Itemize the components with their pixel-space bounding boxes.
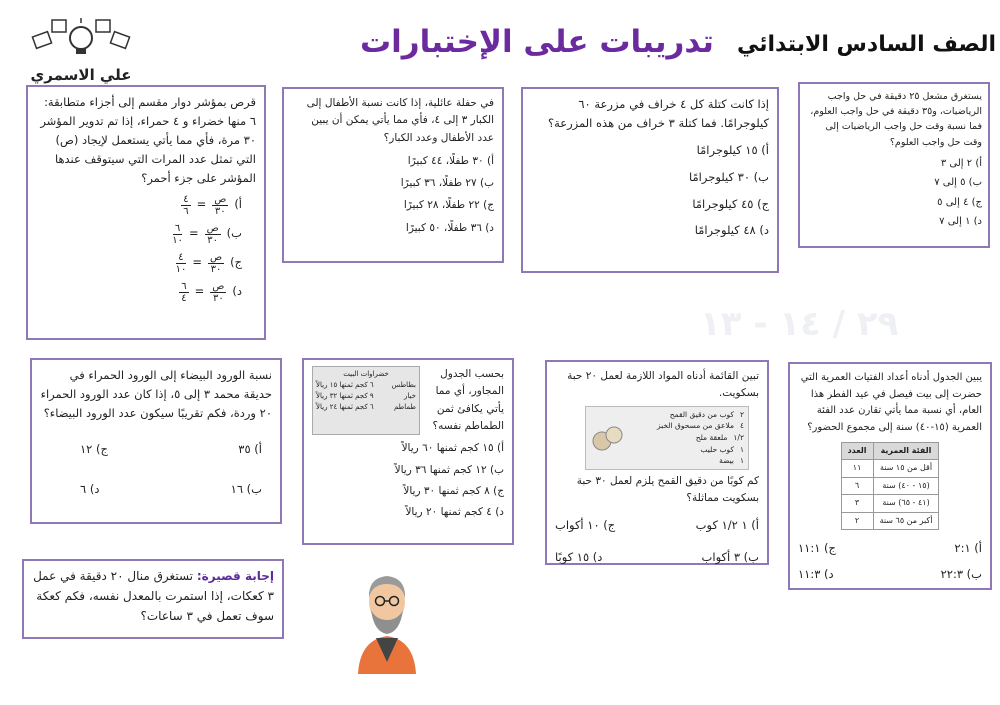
option-d[interactable]: د) ٤٨ كيلوجرامًا: [694, 223, 769, 238]
question-text: في حفلة عائلية، إذا كانت نسبة الأطفال إلى الكبار ٣ إلى ٤، فأي مما يأتي يمكن أن يبين عدد الأطفال وعدد الكبار؟: [306, 97, 494, 144]
sub-question-text: كم كوبًا من دقيق القمح يلزم لعمل ٣٠ حبة بسكويت مماثلة؟: [576, 474, 759, 505]
question-text: يستغرق مشعل ٢٥ دقيقة في حل واجب الرياضيات، و٣٥ دقيقة في حل واجب العلوم، فما نسبة وقت حل واجب الرياضيات إلى وقت حل واجب العلوم؟: [810, 91, 982, 148]
option-a[interactable]: أ) ٢:١: [954, 540, 982, 555]
table-cell: (٤١ - ٦٥) سنة: [873, 495, 939, 512]
option-b[interactable]: ب) ٢٧ طفلًا، ٣٦ كبيرًا: [400, 177, 494, 190]
question-card-8: [30, 358, 282, 524]
option-c[interactable]: ج) ٨ كجم ثمنها ٣٠ ريالاً: [403, 484, 504, 497]
option-label: أ): [234, 197, 242, 212]
question-text: تبين القائمة أدناه المواد اللازمة لعمل ٢٠ حبة بسكويت.: [567, 370, 759, 400]
option-c[interactable]: ج) ١٢: [80, 441, 108, 456]
option-c[interactable]: ج) ١٠ أكواب: [555, 518, 616, 533]
fraction: ص ٣٠: [209, 251, 223, 275]
list-item: ١/٢ ملعقة ملح: [695, 432, 744, 442]
list-item: ١ كوب حليب: [700, 444, 744, 454]
option-b[interactable]: ب) ١٢ كجم ثمنها ٣٦ ريالاً: [394, 463, 504, 476]
option-d[interactable]: د) ١ إلى ٧: [939, 216, 982, 228]
option-a[interactable]: أ) ٣٥: [238, 441, 262, 456]
option-b[interactable]: ب) ٢٢:٣: [940, 566, 982, 581]
page-title: تدريبات على الإختبارات: [360, 24, 714, 60]
table-cell: أكبر من ٦٥ سنة: [873, 512, 939, 529]
short-answer-text: تستغرق منال ٢٠ دقيقة في عمل ٣ كعكات، إذا استمرت بالمعدل نفسه، فكم كعكة سوف تعمل في ٣ ساعات؟: [33, 569, 274, 623]
question-text: بحسب الجدول المجاور، أي مما يأتي يكافئ ثمن الطماطم نفسه؟: [432, 368, 504, 432]
option-b[interactable]: ب) ١٦: [230, 481, 262, 496]
option-d[interactable]: د) ١٥ كوبًا: [555, 550, 603, 565]
list-item: ٢ كوب من دقيق القمح: [669, 409, 744, 419]
fraction: ٦ ٤: [181, 280, 187, 304]
option-c[interactable]: ج) ٤٥ كيلوجرامًا: [692, 196, 769, 211]
table-cell: ٢: [841, 512, 873, 529]
option-b[interactable]: ب) ٣٠ كيلوجرامًا: [689, 169, 769, 184]
ingredients-list: [585, 406, 749, 470]
option-d[interactable]: د) ٤ كجم ثمنها ٢٠ ريالاً: [405, 506, 504, 519]
teacher-avatar: [354, 570, 420, 674]
lightbulb-icon: [26, 14, 136, 62]
option-label: ب): [226, 226, 242, 241]
question-card-6: [545, 360, 769, 565]
option-b[interactable]: ب) ٣ أكواب: [701, 550, 759, 565]
question-text: يبين الجدول أدناه أعداد الفتيات العمرية التي حضرت إلى بيت فيصل في عيد الفطر هذا العام، أي نسبة مما يأتي تقارن عدد الفئة العمرية (١٥-٤٠) سنة إلى مجموع الحضور؟: [800, 372, 982, 433]
fraction: ص ٣٠: [206, 222, 219, 246]
option-d[interactable]: د) ١١:٣: [798, 566, 834, 581]
fraction-option[interactable]: أ) ص ٣٠ = ٤ ٦: [183, 193, 242, 217]
table-row: طماطم ٦ كجم ثمنها ٢٤ ريالاً: [316, 402, 416, 411]
option-a[interactable]: أ) ٣٠ طفلًا، ٤٤ كبيرًا: [407, 154, 494, 167]
vegetables-table: [312, 366, 420, 435]
question-card-5: [788, 362, 992, 590]
table-cell: ١١: [841, 460, 873, 477]
question-card-4: [26, 85, 266, 340]
option-c[interactable]: ج) ١١:١: [798, 540, 836, 555]
fraction-option[interactable]: ب) ص ٣٠ = ٦ ١٠: [172, 222, 242, 246]
fraction: ٤ ١٠: [175, 251, 187, 275]
question-card-7: [302, 358, 514, 545]
table-row: بطاطس ٦ كجم ثمنها ١٥ ريالاً: [316, 380, 416, 389]
list-item: ٤ ملاعق من مسحوق الخبز: [657, 421, 744, 431]
fraction: ٤ ٦: [183, 193, 189, 217]
short-answer-card: [22, 559, 284, 639]
option-a[interactable]: أ) ١ ١/٢ كوب: [695, 518, 759, 533]
question-text: قرص بمؤشر دوار مقسم إلى أجزاء متطابقة: ٦ منها خضراء و ٤ حمراء، إذا تم تدوير المؤشر ٣٠ مرة، فأي مما يأتي يستعمل لإيجاد (ص) التي تمثل عدد المرات التي سيتوقف عندها المؤشر على جزء أحمر؟: [40, 95, 256, 185]
fraction-option[interactable]: د) ص ٣٠ = ٦ ٤: [181, 280, 242, 304]
fraction-option[interactable]: ج) ص ٣٠ = ٤ ١٠: [175, 251, 242, 275]
author-logo: [26, 14, 136, 84]
fraction: ص ٣٠: [214, 193, 227, 217]
list-item: ١ بيضة: [719, 456, 744, 466]
author-name: علي الاسمري: [30, 66, 132, 84]
option-a[interactable]: أ) ١٥ كيلوجرامًا: [696, 142, 769, 157]
option-a[interactable]: أ) ٢ إلى ٣: [940, 157, 982, 169]
table-cell: ٣: [841, 495, 873, 512]
watermark: ٢٩ / ١٤ - ١٣: [700, 304, 899, 344]
short-answer-label: إجابة قصيرة:: [196, 569, 274, 583]
table-row: خيار ٩ كجم ثمنها ٣٢ ريالاً: [316, 391, 416, 400]
table-header: الفئة العمرية: [873, 443, 939, 460]
table-title: خضراوات البيت: [343, 370, 389, 378]
option-a[interactable]: أ) ١٥ كجم ثمنها ٦٠ ريالاً: [401, 442, 504, 455]
table-cell: أقل من ١٥ سنة: [873, 460, 939, 477]
option-d[interactable]: د) ٦: [80, 481, 100, 496]
question-card-1: [798, 82, 990, 248]
cookies-icon: [590, 421, 624, 455]
option-b[interactable]: ب) ٥ إلى ٧: [934, 177, 982, 189]
table-cell: ٦: [841, 477, 873, 494]
table-header: العدد: [841, 443, 873, 460]
grade-title: الصف السادس الابتدائي: [736, 32, 996, 57]
question-card-2: [521, 87, 779, 273]
option-label: ج): [230, 255, 242, 270]
question-text: إذا كانت كتلة كل ٤ خراف في مزرعة ٦٠ كيلوجرامًا. فما كتلة ٣ خراف من هذه المزرعة؟: [547, 97, 769, 130]
age-table: [841, 442, 940, 530]
question-text: نسبة الورود البيضاء إلى الورود الحمراء في حديقة محمد ٣ إلى ٥، إذا كان عدد الورود الحمراء ٢٠ وردة، فكم تقريبًا سيكون عدد الورود البيضاء؟: [40, 368, 272, 420]
table-cell: (١٥ - ٤٠) سنة: [873, 477, 939, 494]
fraction: ٦ ١٠: [172, 222, 183, 246]
question-card-3: [282, 87, 504, 263]
option-c[interactable]: ج) ٤ إلى ٥: [937, 196, 982, 208]
option-c[interactable]: ج) ٢٢ طفلًا، ٢٨ كبيرًا: [403, 199, 494, 212]
fraction: ص ٣٠: [212, 280, 225, 304]
option-label: د): [232, 284, 242, 299]
option-d[interactable]: د) ٣٦ طفلًا، ٥٠ كبيرًا: [405, 221, 494, 234]
